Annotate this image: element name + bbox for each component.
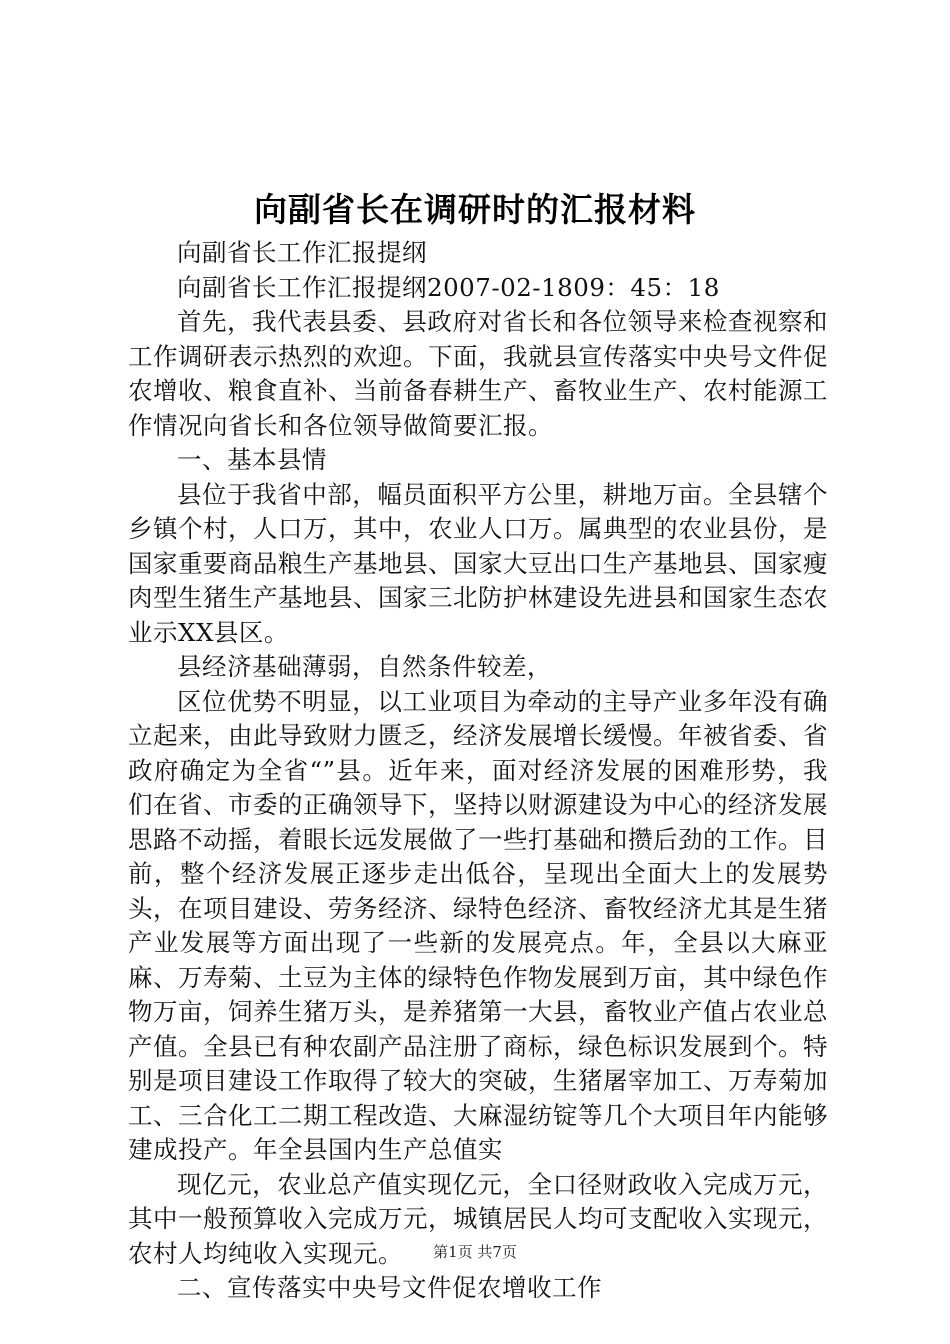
document-body [128, 236, 828, 1306]
paragraph-development: 区位优势不明显，以工业项目为牵动的主导产业多年没有确立起来，由此导致财力匮乏，经济发展增长缓慢。年被省委、省政府确定为全省“”县。近年来，面对经济发展的困难形势，我们在省、市委的正确领导下，坚持以财源建设为中心的经济发展思路不动摇，着眼长远发展做了一些打基础和攒后劲的工作。目前，整个经济发展正逐步走出低谷，呈现出全面大上的发展势头，在项目建设、劳务经济、绿特色经济、畜牧经济尤其是生猪产业发展等方面出现了一些新的发展亮点。年，全县以大麻亚麻、万寿菊、土豆为主体的绿特色作物发展到万亩，其中绿色作物万亩，饲养生猪万头，是养猪第一大县，畜牧业产值占农业总产值。全县已有种农副产品注册了商标，绿色标识发展到个。特别是项目建设工作取得了较大的突破，生猪屠宰加工、万寿菊加工、三合化工二期工程改造、大麻湿纺锭等几个大项目年内能够建成投产。年全县国内生产总值实 [128, 686, 828, 1164]
document-title: 向副省长在调研时的汇报材料 [254, 190, 696, 229]
section-heading-basic-info: 一、基本县情 [177, 445, 327, 474]
section-heading-policy: 二、宣传落实中央号文件促农增收工作 [177, 1273, 602, 1302]
paragraph-welcome: 首先，我代表县委、县政府对省长和各位领导来检查视察和工作调研表示热烈的欢迎。下面，我就县宣传落实中央号文件促农增收、粮食直补、当前备春耕生产、畜牧业生产、农村能源工作情况向省长和各位领导做简要汇报。 [128, 307, 828, 440]
paragraph-county-overview: 县位于我省中部，幅员面积平方公里，耕地万亩。全县辖个乡镇个村，人口万，其中，农业人口万。属典型的农业县份，是国家重要商品粮生产基地县、国家大豆出口生产基地县、国家瘦肉型生猪生产基地县、国家三北防护林建设先进县和国家生态农业示XX县区。 [128, 479, 828, 647]
page-number-footer: 第1页 共7页 [433, 1243, 517, 1261]
paragraph-output-figures: 现亿元，农业总产值实现亿元，全口径财政收入完成万元，其中一般预算收入完成万元，城镇居民人均可支配收入实现元，农村人均纯收入实现元。 [128, 1169, 828, 1268]
paragraph-outline-timestamp: 向副省长工作汇报提纲2007-02-1809：45：18 [177, 272, 720, 302]
paragraph-economic-base: 县经济基础薄弱，自然条件较差， [177, 652, 552, 681]
paragraph-outline-heading: 向副省长工作汇报提纲 [177, 238, 427, 267]
